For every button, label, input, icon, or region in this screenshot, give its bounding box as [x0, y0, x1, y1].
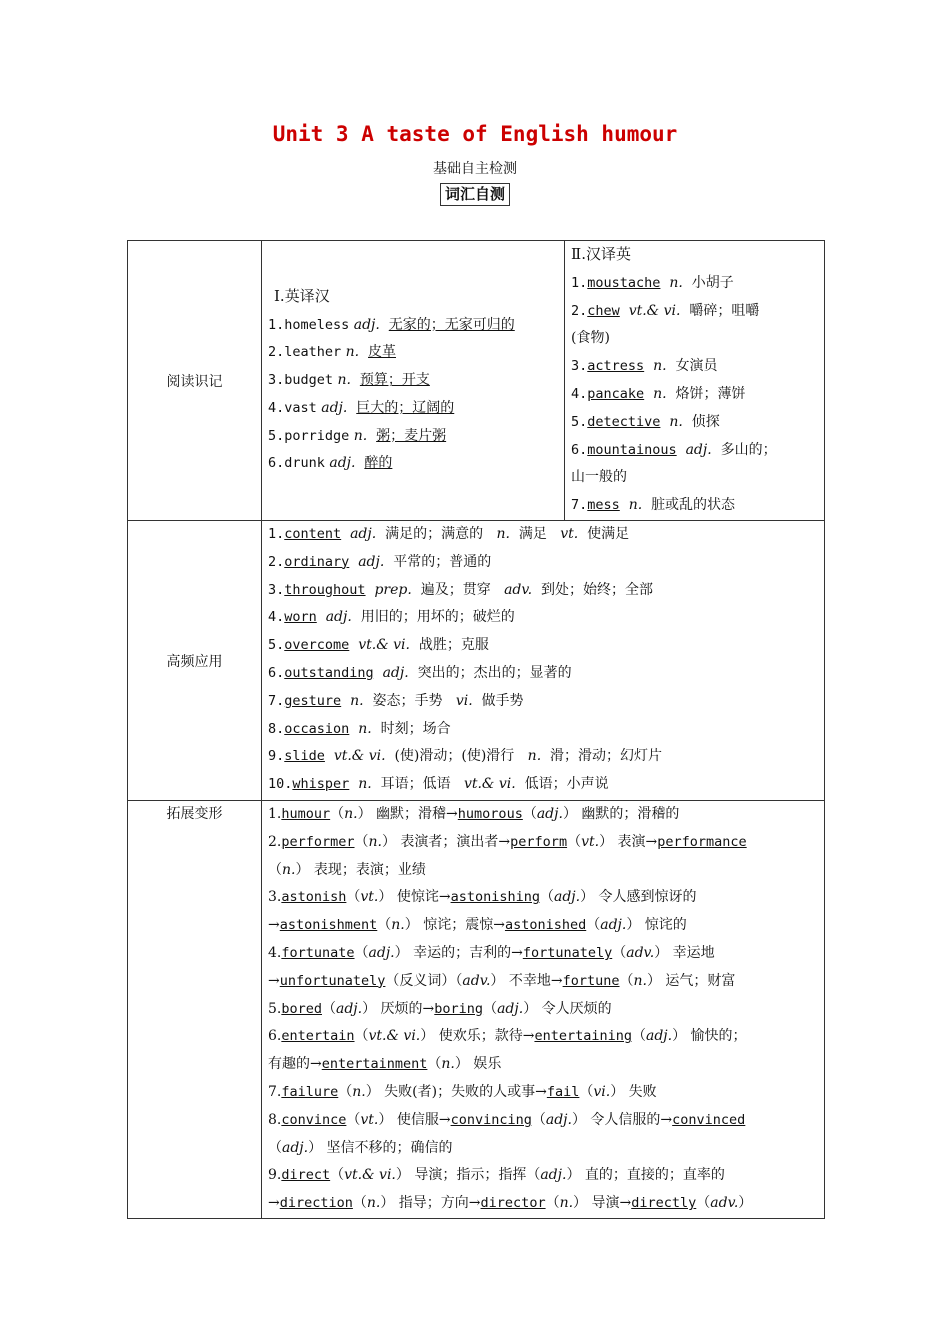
- text-segment: （: [586, 917, 601, 934]
- vocab-item: [268, 660, 818, 688]
- text-segment: 1.: [268, 806, 282, 822]
- text-segment: （: [612, 944, 627, 961]
- text-segment: 5.: [268, 1000, 282, 1017]
- part-of-speech: n.: [352, 1083, 366, 1100]
- text-segment: ） 令人感到惊讶的: [580, 889, 697, 906]
- part-of-speech: n.: [344, 806, 358, 822]
- text-segment: ） 幽默的；滑稽的: [562, 806, 680, 822]
- item-answer: moustache: [587, 274, 661, 291]
- extend-line: [268, 968, 818, 996]
- item-pos: n.: [628, 497, 643, 514]
- text-segment: ） 表演→: [599, 833, 658, 850]
- item-number: 6.: [571, 441, 588, 458]
- derived-word: astonishment: [279, 917, 378, 934]
- derived-word: fortunate: [281, 944, 355, 961]
- part-of-speech: adj.: [336, 1000, 363, 1017]
- item-pos: n.: [669, 413, 683, 430]
- part-of-speech: n.: [441, 1056, 455, 1073]
- text-segment: 有趣的→: [268, 1056, 322, 1073]
- text-segment: （: [330, 806, 345, 822]
- boxed-heading-wrap: [0, 183, 950, 206]
- item-meaning: 多山的；: [720, 441, 777, 458]
- derived-word: performance: [657, 833, 747, 850]
- vocab-item: [571, 298, 818, 326]
- item-answer: 粥；麦片粥: [376, 427, 447, 444]
- vocab-item: [268, 312, 558, 340]
- item-pos: n.: [358, 776, 372, 793]
- item-number: 5.: [571, 413, 588, 430]
- vocab-item: [268, 577, 818, 605]
- text-segment: ） 表演者；演出者→: [381, 833, 511, 850]
- text-segment: ） 失败: [610, 1083, 657, 1100]
- item-meaning: 侦探: [691, 413, 720, 430]
- item-answer: worn: [284, 609, 317, 626]
- item-meaning: 女演员: [675, 358, 718, 375]
- extend-line: [268, 1079, 818, 1107]
- extend-line: [268, 884, 818, 912]
- text-segment: （: [330, 1167, 345, 1184]
- extend-line: [268, 940, 818, 968]
- text-segment: （: [522, 806, 537, 822]
- text-segment: （: [354, 1028, 369, 1045]
- text-segment: （: [268, 1139, 282, 1156]
- text-segment: （: [354, 833, 369, 850]
- part-of-speech: n.: [391, 917, 405, 934]
- item-pos: n.: [496, 526, 510, 542]
- item-answer: detective: [587, 413, 661, 430]
- extend-line: [268, 1107, 818, 1135]
- part-of-speech: vt.& vi.: [368, 1028, 421, 1045]
- part-of-speech: n.: [366, 1195, 381, 1212]
- derived-word: directly: [631, 1195, 697, 1212]
- item-answer: whisper: [292, 776, 350, 793]
- item-answer: overcome: [284, 637, 350, 654]
- text-segment: ） 愉快的；: [672, 1028, 747, 1045]
- text-segment: （: [352, 1195, 367, 1212]
- item-pos: adj.: [325, 609, 352, 626]
- part-of-speech: n.: [633, 972, 647, 989]
- text-segment: →: [268, 917, 280, 934]
- vocab-item: [571, 409, 818, 437]
- vocab-item: [268, 521, 818, 549]
- vocab-table: [127, 240, 825, 1219]
- item-number: 2.: [571, 302, 588, 319]
- item-number: 7.: [571, 497, 588, 514]
- section-en-to-zh: [262, 241, 565, 521]
- item-pos: vt.: [560, 526, 579, 542]
- part-of-speech: adj.: [553, 889, 581, 906]
- item-pos: vt.& vi.: [463, 776, 516, 793]
- text-segment: ） 令人信服的→: [571, 1111, 673, 1128]
- item-number: 4.: [571, 385, 588, 402]
- vocab-item: [268, 743, 818, 771]
- item-meaning: 平常的；普通的: [393, 553, 492, 570]
- item-word: budget: [284, 372, 334, 389]
- derived-word: astonishing: [450, 889, 540, 906]
- section-frequent: [262, 521, 825, 801]
- item-pos: adj.: [382, 664, 409, 681]
- text-segment: ） 运气；财富: [646, 972, 736, 989]
- section-heading-text: Ⅰ.英译汉: [274, 286, 330, 305]
- text-segment: 8.: [268, 1111, 282, 1128]
- text-segment: （: [338, 1083, 353, 1100]
- derived-word: fortunately: [522, 944, 613, 961]
- part-of-speech: adj.: [600, 917, 627, 934]
- text-segment: （: [354, 944, 369, 961]
- text-segment: （: [567, 833, 582, 850]
- text-segment: （: [619, 972, 634, 989]
- item-word: leather: [284, 344, 342, 361]
- text-segment: （: [483, 1000, 498, 1017]
- text-segment: （: [427, 1056, 442, 1073]
- item-number: 3.: [268, 372, 285, 389]
- extend-line: [268, 829, 818, 857]
- item-answer: mess: [587, 497, 620, 514]
- text-segment: （: [346, 889, 361, 906]
- item-meaning: 低语；小声说: [524, 776, 609, 793]
- part-of-speech: adj.: [545, 1111, 572, 1128]
- extend-line: [268, 912, 818, 940]
- part-of-speech: vt.& vi.: [344, 1167, 396, 1184]
- vocab-item: [268, 771, 818, 799]
- row-label-frequent: 高频应用: [128, 521, 262, 801]
- derived-word: convince: [281, 1111, 347, 1128]
- item-number: 2.: [268, 553, 285, 570]
- item-answer: outstanding: [284, 664, 374, 681]
- text-segment: ） 娱乐: [454, 1056, 502, 1073]
- item-meaning: 小胡子: [691, 274, 734, 291]
- row-label-reading: 阅读识记: [128, 241, 262, 521]
- item-meaning: 做手势: [481, 692, 524, 709]
- section-extend: [262, 801, 825, 1219]
- derived-word: entertainment: [321, 1056, 428, 1073]
- section-heading: [571, 241, 818, 270]
- text-segment: ） 幸运地: [654, 944, 715, 961]
- derived-word: boring: [434, 1000, 484, 1017]
- extend-line: [268, 1135, 818, 1163]
- item-meaning: 烙饼；薄饼: [675, 385, 746, 402]
- text-segment: （: [322, 1000, 336, 1017]
- item-meaning: 耳语；低语: [380, 776, 451, 793]
- text-segment: （: [579, 1083, 594, 1100]
- page-title: Unit 3 A taste of English humour: [272, 122, 678, 146]
- text-segment: （: [377, 917, 392, 934]
- item-pos: vt.& vi.: [358, 637, 410, 654]
- item-number: 1.: [571, 274, 588, 291]
- text-segment: ） 导演；指示；指挥（: [395, 1167, 541, 1184]
- extend-line: [268, 801, 818, 829]
- item-meaning: 突出的；杰出的；显著的: [417, 664, 572, 681]
- derived-word: fortune: [562, 972, 620, 989]
- item-pos: vt.& vi.: [333, 748, 386, 765]
- item-meaning: 姿态；手势: [372, 692, 443, 709]
- item-number: 5.: [268, 427, 285, 444]
- item-meaning: 遍及；贯穿: [420, 581, 491, 598]
- text-segment: 3.: [268, 889, 282, 906]
- text-segment: ） 幽默；滑稽→: [357, 806, 458, 822]
- item-pos: vi.: [455, 692, 473, 709]
- item-pos: n.: [653, 385, 667, 402]
- item-pos: n.: [653, 358, 667, 375]
- text-segment: ） 使欢乐；款待→: [420, 1028, 535, 1045]
- item-pos: n.: [350, 692, 364, 709]
- text-segment: （: [531, 1111, 546, 1128]
- extend-line: [268, 996, 818, 1024]
- item-number: 9.: [268, 748, 285, 765]
- text-segment: 4.: [268, 944, 282, 961]
- text-segment: （: [631, 1028, 646, 1045]
- derived-word: entertain: [281, 1028, 355, 1045]
- item-word: porridge: [284, 427, 350, 444]
- item-pos: adj.: [350, 526, 377, 542]
- item-number: 7.: [268, 692, 285, 709]
- item-meaning: 到处；始终；全部: [541, 581, 653, 598]
- text-segment: 2.: [268, 833, 282, 850]
- item-answer: 预算；开支: [359, 372, 430, 389]
- page-subtitle: 基础自主检测: [433, 161, 517, 177]
- item-number: 6.: [268, 455, 285, 472]
- derived-word: direct: [281, 1167, 331, 1184]
- item-pos: n.: [345, 344, 360, 361]
- part-of-speech: vt.: [581, 833, 600, 850]
- row-label-extend-text: 拓展变形: [166, 806, 223, 822]
- item-pos: adj.: [685, 441, 712, 458]
- vocab-item: [268, 632, 818, 660]
- row-frequent: [128, 521, 825, 801]
- item-pos: adj.: [353, 316, 380, 333]
- text-segment: （反义词）（: [385, 972, 463, 989]
- text-segment: ） 厌烦的→: [362, 1000, 435, 1017]
- item-pos: prep.: [374, 581, 412, 598]
- item-answer: pancake: [587, 385, 645, 402]
- item-answer: content: [284, 526, 342, 542]
- item-pos: adv.: [504, 581, 533, 598]
- item-pos: adj.: [329, 455, 356, 472]
- vocab-item: [268, 716, 818, 744]
- part-of-speech: adj.: [536, 806, 563, 822]
- part-of-speech: adv.: [462, 972, 491, 989]
- item-answer: occasion: [284, 720, 350, 737]
- text-segment: ）: [738, 1195, 753, 1212]
- section-zh-to-en: [565, 241, 825, 521]
- vocab-item: [571, 270, 818, 298]
- derived-word: unfortunately: [279, 972, 386, 989]
- part-of-speech: n.: [559, 1195, 574, 1212]
- vocab-item: [268, 604, 818, 632]
- item-pos: adj.: [358, 553, 385, 570]
- derived-word: bored: [281, 1000, 322, 1017]
- item-pos: n.: [669, 274, 683, 291]
- section-heading-text: Ⅱ.汉译英: [571, 245, 631, 263]
- boxed-heading: 词汇自测: [440, 183, 510, 206]
- item-answer: throughout: [284, 581, 366, 598]
- part-of-speech: adj.: [368, 944, 395, 961]
- item-answer: 巨大的；辽阔的: [356, 399, 455, 416]
- part-of-speech: n.: [368, 833, 382, 850]
- item-pos: n.: [337, 372, 351, 389]
- part-of-speech: vt.: [360, 889, 379, 906]
- derived-word: direction: [279, 1195, 353, 1212]
- item-pos: n.: [358, 720, 372, 737]
- item-pos: n.: [353, 427, 368, 444]
- text-segment: ） 坚信不移的；确信的: [308, 1139, 453, 1156]
- derived-word: fail: [546, 1083, 580, 1100]
- item-number: 10.: [268, 776, 293, 793]
- extend-line: [268, 1023, 818, 1051]
- item-answer: 醉的: [364, 455, 393, 472]
- item-word: drunk: [284, 455, 325, 472]
- derived-word: failure: [281, 1083, 339, 1100]
- part-of-speech: adj.: [282, 1139, 309, 1156]
- part-of-speech: adj.: [645, 1028, 673, 1045]
- text-segment: →: [268, 972, 280, 989]
- text-segment: ） 不幸地→: [490, 972, 563, 989]
- item-number: 4.: [268, 609, 285, 626]
- derived-word: astonish: [281, 889, 347, 906]
- text-segment: →: [268, 1195, 280, 1212]
- item-word: homeless: [284, 316, 350, 333]
- part-of-speech: n.: [282, 861, 296, 878]
- item-answer: ordinary: [284, 553, 350, 570]
- item-meaning-cont: (食物): [571, 330, 610, 347]
- vocab-item: [268, 367, 558, 395]
- item-answer: 皮革: [368, 344, 396, 361]
- text-segment: ） 导演→: [573, 1195, 632, 1212]
- vocab-item: [268, 395, 558, 423]
- vocab-item: [268, 423, 558, 451]
- text-segment: 9.: [268, 1167, 282, 1184]
- part-of-speech: vi.: [593, 1083, 611, 1100]
- vocab-item: [268, 688, 818, 716]
- derived-word: humour: [281, 806, 331, 822]
- item-meaning: 脏或乱的状态: [651, 497, 736, 514]
- item-number: 2.: [268, 344, 285, 361]
- section-heading: [268, 283, 558, 312]
- derived-word: astonished: [504, 917, 587, 934]
- item-meaning: 滑；滑动；幻灯片: [550, 748, 663, 765]
- item-meaning: 时刻；场合: [380, 720, 451, 737]
- vocab-item: [268, 450, 558, 478]
- text-segment: ） 使惊诧→: [378, 889, 451, 906]
- derived-word: entertaining: [534, 1028, 632, 1045]
- text-segment: ） 直的；直接的；直率的: [566, 1167, 725, 1184]
- part-of-speech: adj.: [540, 1167, 567, 1184]
- item-number: 6.: [268, 664, 285, 681]
- item-meaning-cont: 山一般的: [571, 469, 627, 486]
- text-segment: （: [346, 1111, 361, 1128]
- item-meaning: 嚼碎；咀嚼: [689, 302, 760, 319]
- item-answer: actress: [587, 358, 645, 375]
- row-reading: [128, 241, 825, 521]
- item-meaning: 满足的；满意的: [385, 526, 484, 542]
- item-number: 1.: [268, 316, 285, 333]
- text-segment: ） 惊诧；震惊→: [404, 917, 505, 934]
- extend-line: [268, 1190, 818, 1218]
- vocab-item: [571, 437, 818, 465]
- item-number: 5.: [268, 637, 285, 654]
- item-pos: vt.& vi.: [628, 302, 681, 319]
- text-segment: 6.: [268, 1028, 282, 1045]
- part-of-speech: adv.: [710, 1195, 739, 1212]
- item-meaning: 使满足: [587, 526, 630, 542]
- item-meaning: 用旧的；用坏的；破烂的: [360, 609, 515, 626]
- item-number: 3.: [571, 358, 588, 375]
- vocab-item: [571, 353, 818, 381]
- derived-word: humorous: [457, 806, 523, 822]
- vocab-item: [268, 339, 558, 367]
- extend-line: [268, 857, 818, 885]
- item-answer: slide: [284, 748, 325, 765]
- row-label-extend: [128, 801, 262, 1219]
- item-pos: n.: [527, 748, 542, 765]
- item-number: 3.: [268, 581, 285, 598]
- derived-word: perform: [510, 833, 568, 850]
- extend-line: [268, 1162, 818, 1190]
- derived-word: convincing: [450, 1111, 532, 1128]
- item-meaning: 满足: [518, 526, 547, 542]
- text-segment: （: [545, 1195, 560, 1212]
- text-segment: ） 表现；表演；业绩: [295, 861, 426, 878]
- item-number: 1.: [268, 526, 285, 542]
- text-segment: ） 指导；方向→: [380, 1195, 481, 1212]
- vocab-item-continued: [571, 325, 818, 353]
- text-segment: ） 幸运的；吉利的→: [394, 944, 523, 961]
- derived-word: performer: [281, 833, 355, 850]
- row-extend: [128, 801, 825, 1219]
- extend-line: [268, 1051, 818, 1079]
- item-word: vast: [284, 399, 317, 416]
- part-of-speech: adv.: [626, 944, 655, 961]
- item-meaning: (使)滑动；(使)滑行: [394, 748, 515, 765]
- part-of-speech: vt.: [360, 1111, 379, 1128]
- item-meaning: 战胜；克服: [418, 637, 489, 654]
- part-of-speech: adj.: [497, 1000, 524, 1017]
- item-pos: adj.: [321, 399, 348, 416]
- item-answer: gesture: [284, 692, 342, 709]
- item-number: 8.: [268, 720, 285, 737]
- text-segment: ） 使信服→: [378, 1111, 451, 1128]
- item-number: 4.: [268, 399, 285, 416]
- vocab-item: [268, 549, 818, 577]
- text-segment: 7.: [268, 1083, 282, 1100]
- text-segment: ） 失败(者)；失败的人或事→: [365, 1083, 547, 1100]
- item-answer: 无家的；无家可归的: [388, 316, 515, 333]
- text-segment: （: [696, 1195, 711, 1212]
- derived-word: director: [480, 1195, 546, 1212]
- text-segment: （: [268, 861, 282, 878]
- derived-word: convinced: [672, 1111, 746, 1128]
- item-answer: mountainous: [587, 441, 677, 458]
- vocab-item: [571, 492, 818, 520]
- text-segment: ） 惊诧的: [626, 917, 687, 934]
- vocab-item: [571, 381, 818, 409]
- vocab-item-continued: [571, 464, 818, 492]
- item-answer: chew: [587, 302, 620, 319]
- text-segment: ） 令人厌烦的: [523, 1000, 612, 1017]
- text-segment: （: [539, 889, 554, 906]
